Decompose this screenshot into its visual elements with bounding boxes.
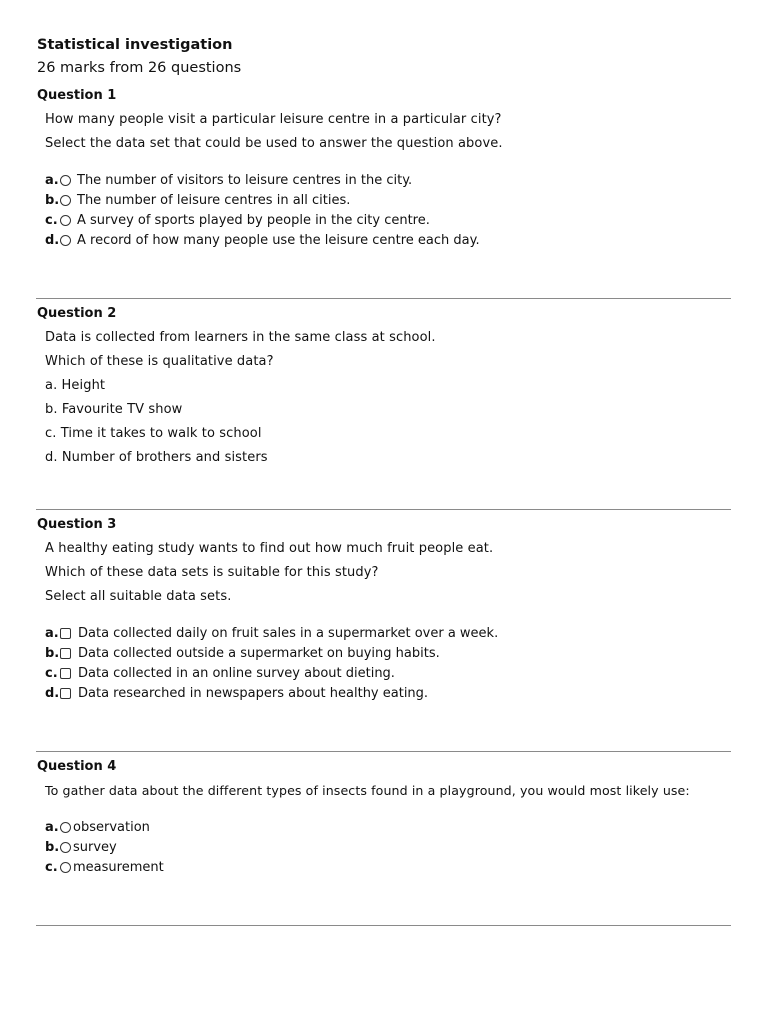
- question-3-option-a[interactable]: [45, 624, 498, 642]
- question-3-option-c[interactable]: [45, 664, 395, 682]
- option-letter: d.: [45, 685, 60, 701]
- question-3-title: Question 3: [37, 517, 117, 532]
- radio-button[interactable]: [60, 862, 71, 873]
- radio-button[interactable]: [60, 215, 71, 226]
- question-4-option-b[interactable]: [45, 838, 117, 856]
- question-1-option-b[interactable]: [45, 191, 350, 209]
- question-4-option-a[interactable]: [45, 818, 150, 836]
- question-2-choice-b: b. Favourite TV show: [45, 402, 183, 417]
- option-label: A record of how many people use the leisure centre each day.: [77, 232, 480, 248]
- radio-button[interactable]: [60, 842, 71, 853]
- question-divider: [36, 925, 731, 926]
- option-label: Data collected outside a supermarket on buying habits.: [78, 645, 440, 661]
- question-3-text: A healthy eating study wants to find out how much fruit people eat.: [45, 541, 494, 556]
- question-2-instruction: Which of these is qualitative data?: [45, 354, 274, 369]
- question-1-instruction: Select the data set that could be used to answer the question above.: [45, 136, 503, 151]
- option-letter: c.: [45, 859, 58, 875]
- checkbox[interactable]: [60, 668, 71, 679]
- question-1-option-d[interactable]: [45, 231, 480, 249]
- radio-button[interactable]: [60, 175, 71, 186]
- option-letter: b.: [45, 192, 60, 208]
- option-letter: b.: [45, 645, 60, 661]
- question-1-option-c[interactable]: [45, 211, 430, 229]
- radio-button[interactable]: [60, 195, 71, 206]
- checkbox[interactable]: [60, 628, 71, 639]
- question-4-text: To gather data about the different types of insects found in a playground, you would most likely use:: [45, 783, 690, 798]
- option-label: Data collected in an online survey about dieting.: [78, 665, 395, 681]
- question-4-option-c[interactable]: [45, 858, 164, 876]
- option-label: observation: [73, 819, 150, 835]
- question-2-title: Question 2: [37, 306, 117, 321]
- radio-button[interactable]: [60, 235, 71, 246]
- option-label: Data collected daily on fruit sales in a supermarket over a week.: [78, 625, 499, 641]
- question-divider: [36, 298, 731, 299]
- option-label: survey: [73, 839, 117, 855]
- question-1-text: How many people visit a particular leisure centre in a particular city?: [45, 112, 502, 127]
- question-1-option-a[interactable]: [45, 171, 412, 189]
- option-label: measurement: [73, 859, 164, 875]
- option-letter: a.: [45, 172, 59, 188]
- checkbox[interactable]: [60, 688, 71, 699]
- question-divider: [36, 509, 731, 510]
- option-label: A survey of sports played by people in the city centre.: [77, 212, 430, 228]
- option-label: Data researched in newspapers about healthy eating.: [78, 685, 429, 701]
- question-3-instruction: Which of these data sets is suitable for this study?: [45, 565, 379, 580]
- question-2-choice-c: c. Time it takes to walk to school: [45, 426, 262, 441]
- question-3-option-b[interactable]: [45, 644, 440, 662]
- option-letter: b.: [45, 839, 60, 855]
- option-letter: a.: [45, 625, 59, 641]
- checkbox[interactable]: [60, 648, 71, 659]
- document-title: Statistical investigation: [37, 37, 233, 53]
- question-divider: [36, 751, 731, 752]
- document-subtitle: 26 marks from 26 questions: [37, 60, 242, 76]
- option-letter: c.: [45, 212, 58, 228]
- option-label: The number of visitors to leisure centres in the city.: [77, 172, 413, 188]
- question-3-note: Select all suitable data sets.: [45, 589, 232, 604]
- question-2-choice-a: a. Height: [45, 378, 106, 393]
- question-2-choice-d: d. Number of brothers and sisters: [45, 450, 268, 465]
- option-label: The number of leisure centres in all cities.: [77, 192, 351, 208]
- option-letter: c.: [45, 665, 58, 681]
- radio-button[interactable]: [60, 822, 71, 833]
- option-letter: d.: [45, 232, 60, 248]
- question-4-title: Question 4: [37, 759, 117, 774]
- option-letter: a.: [45, 819, 59, 835]
- question-2-text: Data is collected from learners in the same class at school.: [45, 330, 436, 345]
- question-3-option-d[interactable]: [45, 684, 428, 702]
- question-1-title: Question 1: [37, 88, 117, 103]
